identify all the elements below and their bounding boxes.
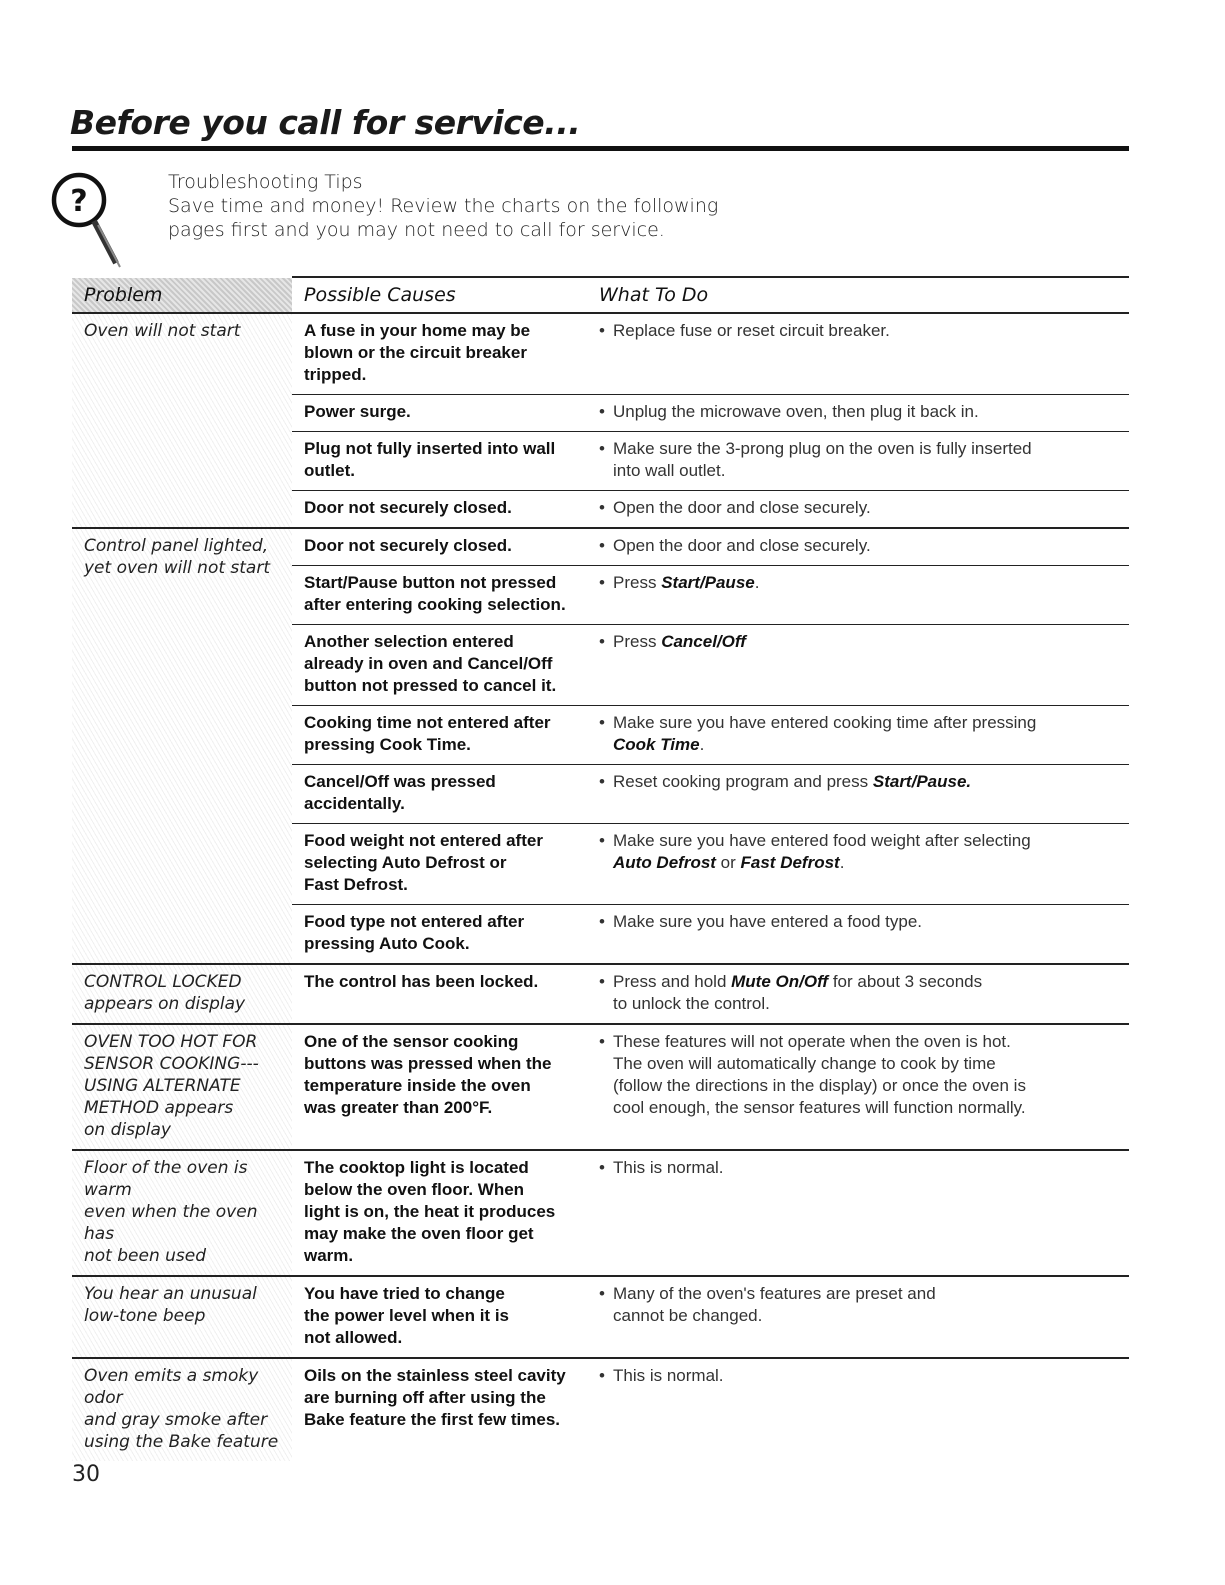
todo-line: (follow the directions in the display) or once the oven is	[613, 1076, 1026, 1095]
svg-text:?: ?	[70, 184, 88, 219]
cause-line: One of the sensor cooking	[304, 1032, 519, 1051]
problem-line: OVEN TOO HOT FOR	[84, 1032, 258, 1052]
todo-text: This is normal.	[613, 1158, 724, 1177]
cause-line: Oils on the stainless steel cavity	[304, 1366, 566, 1385]
todo-cell	[587, 905, 1129, 965]
problem-line: SENSOR COOKING---	[84, 1054, 259, 1074]
cause-cell	[292, 824, 587, 905]
todo-line	[599, 401, 1117, 423]
bullet-icon: •	[599, 1366, 605, 1385]
cause-cell	[292, 1150, 587, 1276]
problem-line: You hear an unusual	[84, 1284, 257, 1304]
problem-cell	[72, 964, 292, 1024]
cause-line: pressing Cook Time.	[304, 735, 471, 754]
todo-text: These features will not operate when the oven is hot.	[613, 1032, 1011, 1051]
cause-line: Another selection entered	[304, 632, 514, 651]
cause-line: Cooking time not entered after	[304, 713, 551, 732]
todo-cell	[587, 1276, 1129, 1358]
cause-cell	[292, 528, 587, 566]
table-body	[72, 313, 1129, 1461]
problem-cell	[72, 528, 292, 964]
cause-cell	[292, 395, 587, 432]
troubleshooting-tips	[168, 170, 718, 242]
problem-cell	[72, 1358, 292, 1461]
todo-line	[599, 852, 1117, 874]
table-row	[72, 1150, 1129, 1276]
todo-text: Make sure you have entered cooking time after pressing	[613, 713, 1037, 732]
todo-emphasis: Cancel/Off	[661, 632, 746, 651]
cause-line: selecting Auto Defrost or	[304, 853, 507, 872]
todo-cell	[587, 1024, 1129, 1150]
cause-line: Power surge.	[304, 402, 411, 421]
table-row	[72, 1276, 1129, 1358]
todo-cell	[587, 491, 1129, 529]
cause-line: You have tried to change	[304, 1284, 505, 1303]
cause-line: the power level when it is	[304, 1306, 509, 1325]
cause-line: are burning off after using the	[304, 1388, 546, 1407]
todo-cell	[587, 824, 1129, 905]
bullet-icon: •	[599, 1032, 605, 1051]
troubleshooting-table	[72, 276, 1129, 1461]
todo-text: .	[699, 735, 705, 754]
cause-cell	[292, 1024, 587, 1150]
table-row	[72, 964, 1129, 1024]
todo-line	[599, 497, 1117, 519]
cause-line: Bake feature the first few times.	[304, 1410, 561, 1429]
cause-line: was greater than 200°F.	[304, 1098, 493, 1117]
cause-line: pressing Auto Cook.	[304, 934, 470, 953]
cause-line: Food type not entered after	[304, 912, 525, 931]
todo-text: Many of the oven's features are preset and	[613, 1284, 936, 1303]
bullet-icon: •	[599, 713, 605, 732]
cause-line: temperature inside the oven	[304, 1076, 531, 1095]
cause-line: The cooktop light is located	[304, 1158, 529, 1177]
cause-line: Door not securely closed.	[304, 536, 512, 555]
problem-cell	[72, 1024, 292, 1150]
todo-line: to unlock the control.	[613, 994, 770, 1013]
todo-text: Replace fuse or reset circuit breaker.	[613, 321, 890, 340]
cause-cell	[292, 1276, 587, 1358]
todo-line	[599, 771, 1117, 793]
todo-cell	[587, 706, 1129, 765]
problem-line: Control panel lighted,	[84, 536, 269, 556]
bullet-icon: •	[599, 402, 605, 421]
cause-line: Food weight not entered after	[304, 831, 543, 850]
table-row	[72, 1024, 1129, 1150]
table-header-row	[72, 277, 1129, 313]
problem-line: appears on display	[84, 994, 246, 1014]
todo-cell	[587, 1150, 1129, 1276]
cause-line: outlet.	[304, 461, 355, 480]
todo-emphasis: Start/Pause	[661, 573, 755, 592]
cause-line: may make the oven floor get warm.	[304, 1224, 534, 1265]
problem-cell	[72, 1276, 292, 1358]
table-row	[72, 1358, 1129, 1461]
cause-cell	[292, 1358, 587, 1461]
cause-cell	[292, 625, 587, 706]
table-row	[72, 313, 1129, 395]
todo-text: Reset cooking program and press	[613, 772, 873, 791]
bullet-icon: •	[599, 772, 605, 791]
tips-heading: Troubleshooting Tips	[168, 171, 363, 193]
problem-cell	[72, 313, 292, 528]
todo-line	[599, 535, 1117, 557]
bullet-icon: •	[599, 1284, 605, 1303]
todo-line: The oven will automatically change to cook by time	[613, 1054, 996, 1073]
cause-cell	[292, 566, 587, 625]
problem-line: using the Bake feature	[84, 1432, 279, 1452]
cause-cell	[292, 905, 587, 965]
problem-line: Oven will not start	[84, 321, 241, 341]
todo-text: Press and hold	[613, 972, 732, 991]
table-row	[72, 528, 1129, 566]
tips-line-1: Save time and money! Review the charts on the following	[168, 195, 719, 217]
bullet-icon: •	[599, 912, 605, 931]
todo-text: Make sure you have entered food weight after selecting	[613, 831, 1031, 850]
todo-line	[599, 734, 1117, 756]
question-tool-icon	[46, 165, 126, 275]
bullet-icon: •	[599, 972, 605, 991]
todo-emphasis: Cook Time	[613, 735, 700, 754]
todo-line	[599, 1031, 1117, 1053]
todo-text: Press	[613, 573, 662, 592]
todo-line	[599, 320, 1117, 342]
cause-line: light is on, the heat it produces	[304, 1202, 556, 1221]
todo-text: Unplug the microwave oven, then plug it back in.	[613, 402, 979, 421]
title-rule	[72, 146, 1129, 151]
todo-cell	[587, 765, 1129, 824]
cause-line: A fuse in your home may be	[304, 321, 531, 340]
bullet-icon: •	[599, 573, 605, 592]
todo-line: cannot be changed.	[613, 1306, 763, 1325]
todo-cell	[587, 395, 1129, 432]
todo-text: Press	[613, 632, 662, 651]
problem-line: Floor of the oven is warm	[84, 1158, 248, 1200]
cause-cell	[292, 491, 587, 529]
cause-cell	[292, 765, 587, 824]
cause-line: tripped.	[304, 365, 367, 384]
todo-text: .	[754, 573, 760, 592]
todo-line	[599, 1157, 1117, 1179]
todo-text: for about 3 seconds	[828, 972, 983, 991]
todo-line	[599, 438, 1117, 460]
todo-line	[599, 1365, 1117, 1387]
todo-emphasis: Start/Pause.	[872, 772, 972, 791]
cause-line: Start/Pause button not pressed	[304, 573, 557, 592]
todo-line	[599, 911, 1117, 933]
todo-cell	[587, 313, 1129, 395]
problem-line: and gray smoke after	[84, 1410, 268, 1430]
cause-line: not allowed.	[304, 1328, 403, 1347]
bullet-icon: •	[599, 831, 605, 850]
todo-text: .	[839, 853, 845, 872]
todo-line	[599, 830, 1117, 852]
todo-text: or	[715, 853, 741, 872]
todo-cell	[587, 528, 1129, 566]
cause-cell	[292, 313, 587, 395]
todo-line: cool enough, the sensor features will function normally.	[613, 1098, 1026, 1117]
cause-line: accidentally.	[304, 794, 405, 813]
todo-emphasis: Auto Defrost	[613, 853, 716, 872]
bullet-icon: •	[599, 632, 605, 651]
bullet-icon: •	[599, 536, 605, 555]
cause-line: after entering cooking selection.	[304, 595, 566, 614]
page-number: 30	[72, 1462, 100, 1487]
problem-line: even when the oven has	[84, 1202, 258, 1244]
cause-line: Door not securely closed.	[304, 498, 512, 517]
bullet-icon: •	[599, 321, 605, 340]
cause-cell	[292, 964, 587, 1024]
todo-line	[599, 572, 1117, 594]
header-todo: What To Do	[587, 277, 1129, 313]
todo-line	[599, 971, 1117, 993]
todo-line	[599, 712, 1117, 734]
bullet-icon: •	[599, 498, 605, 517]
problem-line: not been used	[84, 1246, 207, 1266]
bullet-icon: •	[599, 439, 605, 458]
page-title: Before you call for service...	[70, 103, 581, 142]
cause-line: blown or the circuit breaker	[304, 343, 527, 362]
cause-line: Cancel/Off was pressed	[304, 772, 496, 791]
cause-line: button not pressed to cancel it.	[304, 676, 557, 695]
problem-line: USING ALTERNATE	[84, 1076, 241, 1096]
cause-cell	[292, 706, 587, 765]
tips-line-2: pages first and you may not need to call for service.	[168, 219, 665, 241]
problem-line: yet oven will not start	[84, 558, 271, 578]
header-causes: Possible Causes	[292, 277, 587, 313]
cause-line: below the oven floor. When	[304, 1180, 525, 1199]
problem-line: CONTROL LOCKED	[84, 972, 242, 992]
todo-cell	[587, 566, 1129, 625]
todo-text: Open the door and close securely.	[613, 498, 871, 517]
header-problem: Problem	[72, 277, 292, 313]
problem-line: METHOD appears	[84, 1098, 234, 1118]
cause-line: The control has been locked.	[304, 972, 539, 991]
todo-cell	[587, 964, 1129, 1024]
cause-line: Fast Defrost.	[304, 875, 408, 894]
cause-cell	[292, 432, 587, 491]
todo-line	[599, 1283, 1117, 1305]
problem-line: on display	[84, 1120, 171, 1140]
problem-cell	[72, 1150, 292, 1276]
todo-cell	[587, 1358, 1129, 1461]
todo-text: This is normal.	[613, 1366, 724, 1385]
cause-line: already in oven and Cancel/Off	[304, 654, 553, 673]
todo-text: Open the door and close securely.	[613, 536, 871, 555]
todo-emphasis: Fast Defrost	[740, 853, 840, 872]
todo-emphasis: Mute On/Off	[731, 972, 829, 991]
todo-line	[599, 631, 1117, 653]
todo-cell	[587, 432, 1129, 491]
cause-line: buttons was pressed when the	[304, 1054, 552, 1073]
problem-line: Oven emits a smoky odor	[84, 1366, 259, 1408]
problem-line: low-tone beep	[84, 1306, 206, 1326]
todo-line: into wall outlet.	[613, 461, 726, 480]
todo-text: Make sure the 3-prong plug on the oven is fully inserted	[613, 439, 1032, 458]
todo-cell	[587, 625, 1129, 706]
bullet-icon: •	[599, 1158, 605, 1177]
cause-line: Plug not fully inserted into wall	[304, 439, 556, 458]
todo-text: Make sure you have entered a food type.	[613, 912, 923, 931]
